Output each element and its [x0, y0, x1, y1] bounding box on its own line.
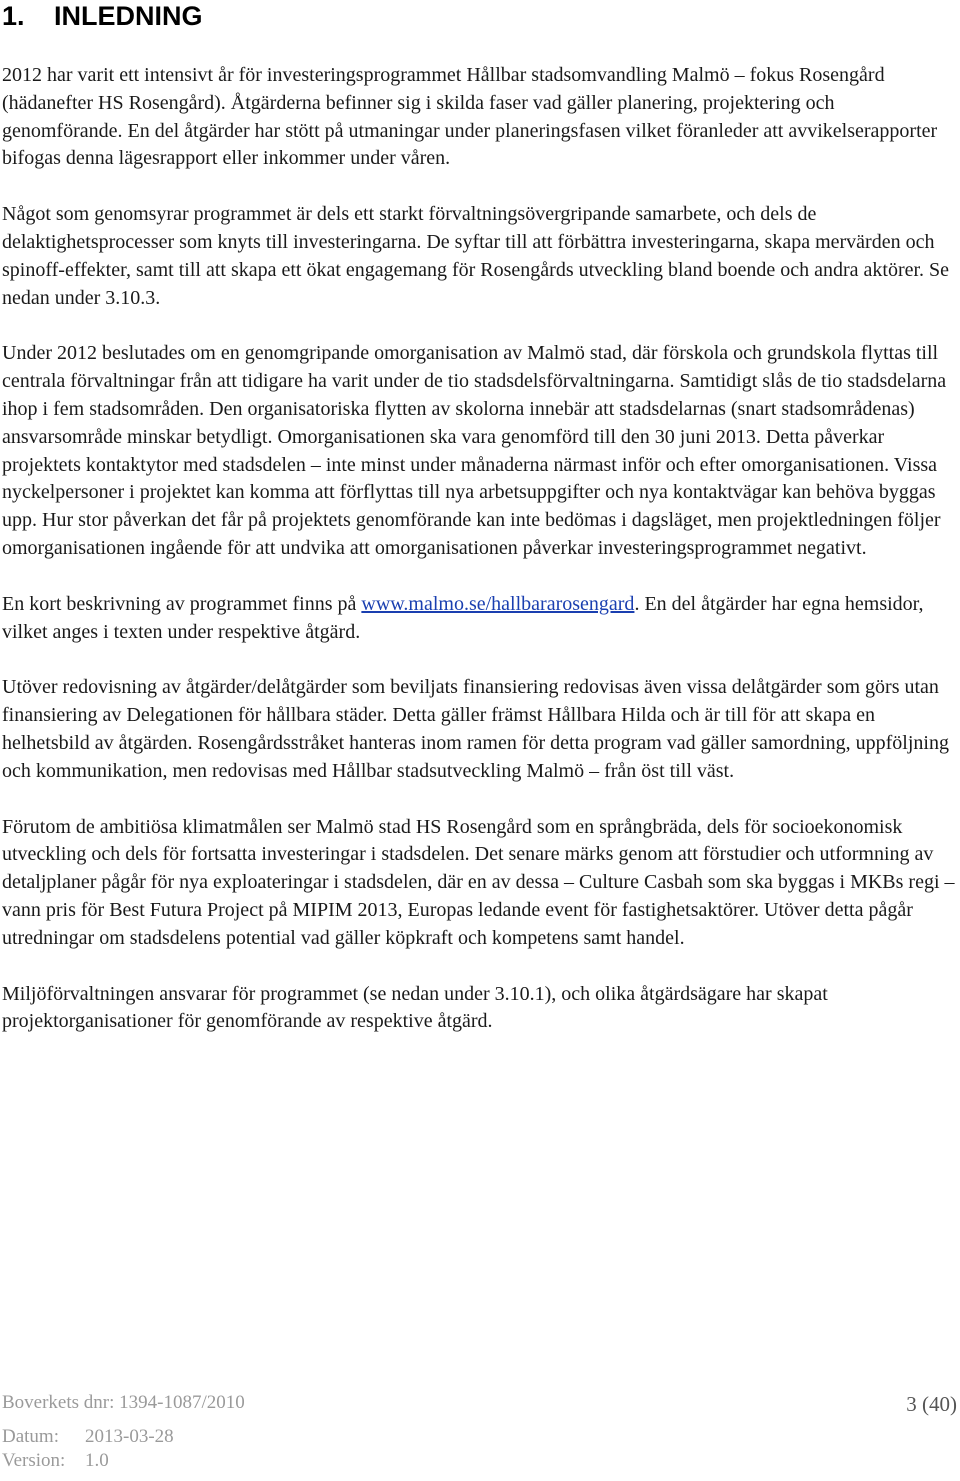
footer-dnr: Boverkets dnr: 1394-1087/2010: [2, 1392, 245, 1413]
footer-date: [2, 1425, 245, 1449]
footer-version-label: Version:: [2, 1450, 66, 1471]
website-text-before: En kort beskrivning av programmet finns på: [2, 592, 362, 615]
website-text-after: . En del åtgärder har egna hemsidor, vilket anges i texten under respektive åtgärd.: [2, 592, 924, 643]
section-title: INLEDNING: [54, 1, 203, 31]
section-number: 1.: [2, 1, 25, 31]
body-text: [2, 62, 958, 1064]
paragraph-intro: 2012 har varit ett intensivt år för investeringsprogrammet Hållbar stadsomvandling Malmö – fokus Rosengård (hädanefter HS Rosengård). Åtgärderna befinner sig i skilda faser vad gäller planering, projektering och genomförande. En del åtgärder har stött på utmaningar under planeringsfasen vilket föranleder att avvikelserapporter bifogas denna lägesrapport eller inkommer under våren.: [2, 64, 938, 170]
paragraph-collaboration: Något som genomsyrar programmet är dels ett starkt förvaltningsövergripande samarbete, och dels de delaktighetsprocesser som knyts till investeringarna. De syftar till att förbättra investeringarna, skapa mervärden och spinoff-effekter, samt till att skapa ett ökat engagemang för Rosengårds utveckling bland boende och andra aktörer. Se nedan under 3.10.3.: [2, 203, 950, 309]
footer-date-value: 2013-03-28: [85, 1426, 174, 1447]
paragraph-responsibility: Miljöförvaltningen ansvarar för programmet (se nedan under 3.10.1), och olika åtgärdsägare har skapat projektorganisationer för genomförande av respektive åtgärd.: [2, 982, 828, 1033]
program-website-link[interactable]: www.malmo.se/hallbararosengard: [361, 592, 635, 615]
paragraph-reporting: Utöver redovisning av åtgärder/delåtgärder som beviljats finansiering redovisas även vissa delåtgärder som görs utan finansiering av Delegationen för hållbara städer. Detta gäller främst Hållbara Hilda och är till för att skapa en helhetsbild av åtgärden. Rosengårdsstråket hanteras inom ramen för detta program vad gäller samordning, uppföljning och kommunikation, men redovisas med Hållbar stadsutveckling Malmö – från öst till väst.: [2, 676, 949, 782]
footer-metadata: [2, 1391, 245, 1473]
footer-version: [2, 1449, 245, 1473]
footer-date-label: Datum:: [2, 1426, 59, 1447]
section-heading: [2, 0, 203, 32]
paragraph-website: [2, 591, 958, 647]
page-number: 3 (40): [906, 1392, 957, 1416]
paragraph-ambitions: Förutom de ambitiösa klimatmålen ser Malmö stad HS Rosengård som en språngbräda, dels för socioekonomisk utveckling och dels för fortsatta investeringar i stadsdelen. Det senare märks genom att förstudier och utformning av detaljplaner pågår för nya exploateringar i stadsdelen, där en av dessa – Culture Casbah som ska byggas i MKBs regi – vann pris för Best Futura Project på MIPIM 2013, Europas ledande event för fastighetsaktörer. Utöver detta pågår utredningar om stadsdelens potential vad gäller köpkraft och kompetens samt handel.: [2, 815, 955, 949]
footer-version-value: 1.0: [85, 1450, 109, 1471]
paragraph-reorganisation: Under 2012 beslutades om en genomgripande omorganisation av Malmö stad, där förskola och grundskola flyttas till centrala förvaltningar från att tidigare ha varit under de tio stadsdelsförvaltningarna. Samtidigt slås de tio stadsdelarna ihop i fem stadsområden. Den organisatoriska flytten av skolorna innebär att stadsdelarnas (snart stadsområdenas) ansvarsområde minskar betydligt. Omorganisationen ska vara genomförd till den 30 juni 2013. Detta påverkar projektets kontaktytor med stadsdelen – inte minst under månaderna närmast inför och efter omorganisationen. Vissa nyckelpersoner i projektet kan komma att förflyttas till nya arbetsuppgifter och nya kontaktvägar kan behöva byggas upp. Hur stor påverkan det får på projektets genomförande kan inte bedömas i dagsläget, men projektledningen följer omorganisationen ingående för att undvika att omorganisationen påverkar investeringsprogrammet negativt.: [2, 342, 947, 559]
